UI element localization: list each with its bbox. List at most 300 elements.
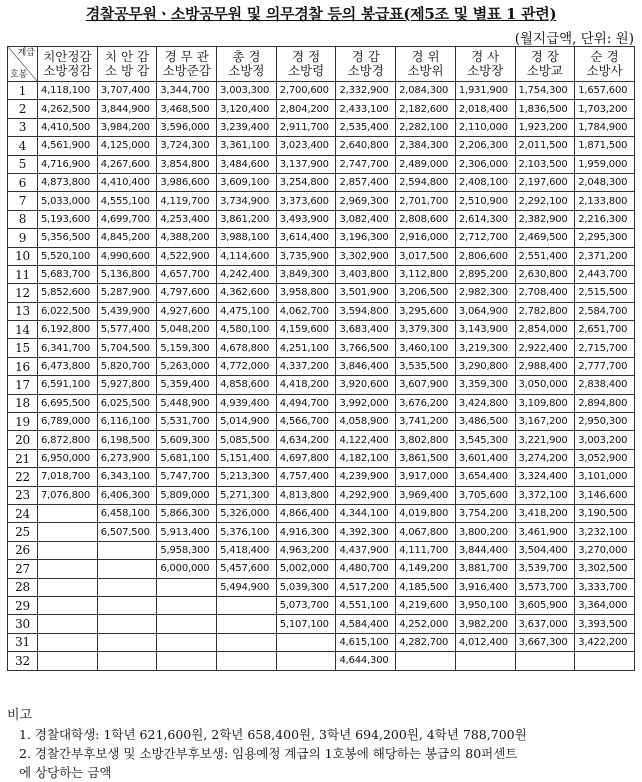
table-row: [8, 468, 635, 486]
salary-cell: 1,836,500: [515, 100, 575, 118]
salary-cell: 3,290,800: [455, 357, 515, 375]
salary-cell: 4,149,200: [396, 560, 456, 578]
salary-cell: 1,931,900: [455, 82, 515, 100]
step-cell: 1: [8, 82, 38, 100]
salary-cell: 7,076,800: [38, 486, 98, 504]
salary-cell: 3,754,200: [455, 504, 515, 522]
salary-cell: 3,120,400: [217, 100, 277, 118]
salary-cell: 3,344,700: [157, 82, 217, 100]
salary-cell: 2,443,700: [575, 265, 635, 283]
salary-cell: 1,703,200: [575, 100, 635, 118]
step-cell: 30: [8, 615, 38, 633]
step-cell: 27: [8, 560, 38, 578]
salary-cell: 3,050,000: [515, 376, 575, 394]
column-header-police-rank: 총 경: [232, 49, 261, 64]
table-row: [8, 633, 635, 651]
step-cell: 24: [8, 504, 38, 522]
salary-cell: 2,988,400: [515, 357, 575, 375]
salary-cell: 2,640,800: [336, 137, 396, 155]
salary-cell: 4,916,300: [276, 523, 336, 541]
salary-cell: 4,517,200: [336, 578, 396, 596]
salary-cell: 3,137,900: [276, 155, 336, 173]
salary-cell: 4,062,700: [276, 302, 336, 320]
salary-cell: 3,484,600: [217, 155, 277, 173]
salary-cell: 3,609,100: [217, 173, 277, 191]
salary-cell: 4,657,700: [157, 265, 217, 283]
salary-cell: [217, 596, 277, 614]
salary-cell: 3,984,200: [97, 118, 157, 136]
salary-cell: [97, 633, 157, 651]
column-header: [38, 47, 98, 82]
salary-cell: 3,601,400: [455, 449, 515, 467]
salary-cell: [157, 596, 217, 614]
salary-cell: 4,813,800: [276, 486, 336, 504]
salary-cell: 5,039,300: [276, 578, 336, 596]
salary-cell: 3,167,200: [515, 413, 575, 431]
table-body: [8, 82, 635, 671]
salary-cell: 3,735,900: [276, 247, 336, 265]
salary-cell: 3,667,300: [515, 633, 575, 651]
salary-cell: 6,022,500: [38, 302, 98, 320]
salary-cell: 3,705,600: [455, 486, 515, 504]
salary-cell: 2,922,400: [515, 339, 575, 357]
salary-cell: 4,262,500: [38, 100, 98, 118]
salary-cell: 3,003,200: [575, 431, 635, 449]
salary-cell: [217, 633, 277, 651]
salary-cell: 4,410,400: [97, 173, 157, 191]
column-header-police-rank: 치안정감: [43, 49, 92, 64]
column-header-fire-rank: 소방경: [347, 63, 384, 78]
table-row: [8, 431, 635, 449]
table-row: [8, 192, 635, 210]
salary-cell: 3,221,900: [515, 431, 575, 449]
salary-cell: 3,239,400: [217, 118, 277, 136]
salary-cell: 3,254,800: [276, 173, 336, 191]
salary-cell: 4,845,200: [97, 229, 157, 247]
column-header-fire-rank: 소방사: [586, 63, 623, 78]
step-cell: 2: [8, 100, 38, 118]
salary-cell: 3,460,100: [396, 339, 456, 357]
salary-cell: 5,356,500: [38, 229, 98, 247]
step-cell: 7: [8, 192, 38, 210]
salary-cell: 2,584,700: [575, 302, 635, 320]
salary-cell: 6,273,900: [97, 449, 157, 467]
salary-cell: 3,468,500: [157, 100, 217, 118]
salary-cell: 4,584,400: [336, 615, 396, 633]
salary-cell: 2,018,400: [455, 100, 515, 118]
table-row: [8, 357, 635, 375]
salary-cell: 6,406,300: [97, 486, 157, 504]
corner-step-label: 호봉: [10, 70, 28, 80]
salary-cell: 2,332,900: [336, 82, 396, 100]
salary-cell: 6,198,500: [97, 431, 157, 449]
salary-cell: 3,418,200: [515, 504, 575, 522]
salary-cell: 3,916,400: [455, 578, 515, 596]
salary-cell: 3,969,400: [396, 486, 456, 504]
column-header-fire-rank: 소방위: [407, 63, 444, 78]
salary-cell: 4,697,800: [276, 449, 336, 467]
salary-cell: 5,014,900: [217, 413, 277, 431]
salary-cell: 3,654,400: [455, 468, 515, 486]
salary-cell: [97, 596, 157, 614]
salary-cell: 5,107,100: [276, 615, 336, 633]
salary-cell: 5,577,400: [97, 321, 157, 339]
salary-cell: 5,159,300: [157, 339, 217, 357]
salary-cell: 3,988,100: [217, 229, 277, 247]
salary-cell: 4,475,100: [217, 302, 277, 320]
salary-cell: 4,634,200: [276, 431, 336, 449]
salary-cell: 3,219,300: [455, 339, 515, 357]
salary-cell: 4,344,100: [336, 504, 396, 522]
table-row: [8, 449, 635, 467]
salary-cell: 3,143,900: [455, 321, 515, 339]
salary-cell: 2,747,700: [336, 155, 396, 173]
salary-cell: 5,085,500: [217, 431, 277, 449]
table-row: [8, 302, 635, 320]
salary-cell: 4,282,700: [396, 633, 456, 651]
salary-cell: 3,112,800: [396, 265, 456, 283]
salary-cell: 4,292,900: [336, 486, 396, 504]
salary-cell: 5,704,500: [97, 339, 157, 357]
salary-cell: 3,607,900: [396, 376, 456, 394]
salary-cell: 2,371,200: [575, 247, 635, 265]
salary-cell: 2,708,400: [515, 284, 575, 302]
salary-cell: 5,927,800: [97, 376, 157, 394]
salary-cell: 6,458,100: [97, 504, 157, 522]
salary-cell: 6,872,800: [38, 431, 98, 449]
column-header-fire-rank: 소방준감: [162, 63, 211, 78]
salary-cell: 4,362,600: [217, 284, 277, 302]
salary-cell: 4,119,700: [157, 192, 217, 210]
table-row: [8, 229, 635, 247]
salary-cell: 2,894,800: [575, 394, 635, 412]
salary-cell: 2,715,700: [575, 339, 635, 357]
salary-cell: 3,637,000: [515, 615, 575, 633]
salary-cell: 3,917,000: [396, 468, 456, 486]
salary-cell: 5,820,700: [97, 357, 157, 375]
column-header: [455, 47, 515, 82]
salary-cell: 3,324,400: [515, 468, 575, 486]
salary-cell: 3,361,100: [217, 137, 277, 155]
step-cell: 9: [8, 229, 38, 247]
salary-cell: 2,808,600: [396, 210, 456, 228]
salary-cell: 3,403,800: [336, 265, 396, 283]
salary-cell: 5,913,400: [157, 523, 217, 541]
salary-cell: 2,806,600: [455, 247, 515, 265]
salary-cell: 5,747,700: [157, 468, 217, 486]
step-cell: 12: [8, 284, 38, 302]
salary-cell: 5,439,900: [97, 302, 157, 320]
salary-cell: [97, 615, 157, 633]
salary-cell: 3,064,900: [455, 302, 515, 320]
note-item: 1. 경찰대학생: 1학년 621,600원, 2학년 658,400원, 3학년 694,200원, 4학년 788,700원: [19, 727, 527, 742]
column-header: [515, 47, 575, 82]
salary-cell: 4,253,400: [157, 210, 217, 228]
salary-cell: [157, 652, 217, 670]
salary-cell: 5,809,000: [157, 486, 217, 504]
step-cell: 11: [8, 265, 38, 283]
salary-cell: 4,615,100: [336, 633, 396, 651]
salary-cell: 5,048,200: [157, 321, 217, 339]
table-row: [8, 578, 635, 596]
salary-cell: [217, 615, 277, 633]
column-header-fire-rank: 소방령: [287, 63, 325, 78]
salary-cell: 3,861,200: [217, 210, 277, 228]
salary-cell: 4,480,700: [336, 560, 396, 578]
table-row: [8, 652, 635, 670]
salary-cell: 1,754,300: [515, 82, 575, 100]
salary-cell: 5,213,300: [217, 468, 277, 486]
unit-note: (월지급액, 단위: 원): [514, 31, 634, 47]
salary-cell: 3,724,300: [157, 137, 217, 155]
salary-cell: [38, 652, 98, 670]
salary-cell: 3,844,900: [97, 100, 157, 118]
salary-cell: 2,614,300: [455, 210, 515, 228]
salary-cell: 6,025,500: [97, 394, 157, 412]
salary-cell: 5,326,000: [217, 504, 277, 522]
table-row: [8, 523, 635, 541]
pay-table: [7, 46, 635, 671]
salary-cell: 3,196,300: [336, 229, 396, 247]
salary-cell: 4,252,000: [396, 615, 456, 633]
document-title: 경찰공무원ㆍ소방공무원 및 의무경찰 등의 봉급표(제5조 및 별표 1 관련): [85, 5, 557, 23]
salary-cell: 3,734,900: [217, 192, 277, 210]
table-row: [8, 596, 635, 614]
table-row: [8, 265, 635, 283]
salary-cell: 4,058,900: [336, 413, 396, 431]
table-row: [8, 118, 635, 136]
salary-cell: 3,854,800: [157, 155, 217, 173]
salary-cell: 3,003,300: [217, 82, 277, 100]
salary-cell: 3,501,900: [336, 284, 396, 302]
salary-cell: 3,539,700: [515, 560, 575, 578]
salary-cell: 2,206,300: [455, 137, 515, 155]
salary-cell: 2,408,100: [455, 173, 515, 191]
salary-cell: 2,515,500: [575, 284, 635, 302]
salary-cell: [157, 578, 217, 596]
table-row: [8, 541, 635, 559]
column-header-police-rank: 경 위: [411, 49, 440, 64]
salary-cell: 2,950,300: [575, 413, 635, 431]
salary-cell: 3,844,400: [455, 541, 515, 559]
corner-rank-label: 계급: [17, 48, 35, 58]
salary-cell: 2,103,500: [515, 155, 575, 173]
salary-cell: 2,384,300: [396, 137, 456, 155]
salary-cell: 2,838,400: [575, 376, 635, 394]
salary-cell: 4,797,600: [157, 284, 217, 302]
step-cell: 19: [8, 413, 38, 431]
step-cell: 28: [8, 578, 38, 596]
salary-cell: [276, 652, 336, 670]
salary-cell: 2,895,200: [455, 265, 515, 283]
salary-cell: 3,274,200: [515, 449, 575, 467]
salary-cell: 4,866,400: [276, 504, 336, 522]
salary-cell: 4,122,400: [336, 431, 396, 449]
salary-cell: 4,182,100: [336, 449, 396, 467]
step-cell: 5: [8, 155, 38, 173]
salary-cell: 4,012,400: [455, 633, 515, 651]
salary-cell: 3,302,900: [336, 247, 396, 265]
salary-cell: 4,267,600: [97, 155, 157, 173]
salary-cell: 4,927,600: [157, 302, 217, 320]
salary-cell: 2,048,300: [575, 173, 635, 191]
salary-cell: 3,920,600: [336, 376, 396, 394]
salary-cell: 2,782,800: [515, 302, 575, 320]
step-cell: 16: [8, 357, 38, 375]
salary-cell: 1,784,900: [575, 118, 635, 136]
table-row: [8, 100, 635, 118]
table-header-row: [8, 47, 635, 82]
salary-cell: 3,986,600: [157, 173, 217, 191]
salary-cell: [38, 633, 98, 651]
salary-cell: [97, 578, 157, 596]
salary-cell: 3,849,300: [276, 265, 336, 283]
salary-cell: 4,522,900: [157, 247, 217, 265]
salary-cell: 3,992,000: [336, 394, 396, 412]
salary-cell: 2,489,000: [396, 155, 456, 173]
salary-cell: 2,433,100: [336, 100, 396, 118]
salary-cell: 2,982,300: [455, 284, 515, 302]
notes-section: [7, 706, 637, 782]
salary-cell: 5,271,300: [217, 486, 277, 504]
salary-cell: 3,545,300: [455, 431, 515, 449]
salary-cell: 4,239,900: [336, 468, 396, 486]
salary-cell: 5,418,400: [217, 541, 277, 559]
salary-cell: 4,118,100: [38, 82, 98, 100]
salary-cell: 3,683,400: [336, 321, 396, 339]
salary-cell: 3,950,100: [455, 596, 515, 614]
salary-cell: 4,219,600: [396, 596, 456, 614]
salary-cell: 5,287,900: [97, 284, 157, 302]
salary-cell: 2,857,400: [336, 173, 396, 191]
salary-cell: 5,263,000: [157, 357, 217, 375]
salary-cell: 3,800,200: [455, 523, 515, 541]
column-header-fire-rank: 소방장: [467, 63, 504, 78]
salary-cell: 4,125,000: [97, 137, 157, 155]
step-cell: 22: [8, 468, 38, 486]
step-cell: 25: [8, 523, 38, 541]
table-row: [8, 615, 635, 633]
salary-cell: 2,630,800: [515, 265, 575, 283]
salary-cell: 6,192,800: [38, 321, 98, 339]
table-row: [8, 413, 635, 431]
salary-cell: 4,939,400: [217, 394, 277, 412]
salary-cell: 3,741,200: [396, 413, 456, 431]
salary-cell: [38, 615, 98, 633]
salary-cell: 2,282,100: [396, 118, 456, 136]
column-header-police-rank: 경 정: [292, 49, 321, 64]
salary-cell: 4,337,200: [276, 357, 336, 375]
salary-cell: 3,372,100: [515, 486, 575, 504]
salary-cell: 3,082,400: [336, 210, 396, 228]
step-cell: 13: [8, 302, 38, 320]
salary-cell: [515, 652, 575, 670]
column-header-fire-rank: 소방정감: [43, 63, 92, 78]
salary-cell: [38, 578, 98, 596]
table-row: [8, 339, 635, 357]
salary-cell: 4,159,600: [276, 321, 336, 339]
salary-cell: 2,535,400: [336, 118, 396, 136]
table-row: [8, 486, 635, 504]
salary-cell: 4,858,600: [217, 376, 277, 394]
salary-cell: 3,023,400: [276, 137, 336, 155]
salary-cell: 2,216,300: [575, 210, 635, 228]
salary-cell: 4,388,200: [157, 229, 217, 247]
column-header: [217, 47, 277, 82]
salary-cell: 2,911,700: [276, 118, 336, 136]
step-cell: 23: [8, 486, 38, 504]
salary-cell: 4,067,800: [396, 523, 456, 541]
note-item-continuation: 에 상당하는 금액: [19, 765, 112, 780]
step-cell: 3: [8, 118, 38, 136]
column-header: [336, 47, 396, 82]
salary-cell: 4,566,700: [276, 413, 336, 431]
salary-cell: 3,295,600: [396, 302, 456, 320]
salary-cell: 6,341,700: [38, 339, 98, 357]
salary-cell: 3,486,500: [455, 413, 515, 431]
salary-cell: 3,270,000: [575, 541, 635, 559]
salary-cell: 3,802,800: [396, 431, 456, 449]
salary-cell: 3,573,700: [515, 578, 575, 596]
salary-cell: 2,510,900: [455, 192, 515, 210]
salary-cell: 5,683,700: [38, 265, 98, 283]
salary-cell: 2,594,800: [396, 173, 456, 191]
column-header-police-rank: 순 경: [590, 49, 619, 64]
salary-cell: 1,657,600: [575, 82, 635, 100]
salary-cell: 4,251,100: [276, 339, 336, 357]
salary-cell: 2,651,700: [575, 321, 635, 339]
column-header: [97, 47, 157, 82]
salary-cell: 4,392,300: [336, 523, 396, 541]
salary-cell: 5,136,800: [97, 265, 157, 283]
salary-cell: 3,302,500: [575, 560, 635, 578]
salary-cell: 4,111,700: [396, 541, 456, 559]
salary-cell: 3,422,200: [575, 633, 635, 651]
salary-cell: 5,609,300: [157, 431, 217, 449]
salary-cell: 2,551,400: [515, 247, 575, 265]
step-cell: 31: [8, 633, 38, 651]
column-header-police-rank: 경 무 관: [164, 49, 209, 64]
salary-cell: 3,101,000: [575, 468, 635, 486]
table-row: [8, 82, 635, 100]
salary-cell: 6,343,100: [97, 468, 157, 486]
salary-cell: 3,982,200: [455, 615, 515, 633]
step-cell: 26: [8, 541, 38, 559]
salary-cell: 3,190,500: [575, 504, 635, 522]
salary-cell: 2,084,300: [396, 82, 456, 100]
salary-cell: 2,777,700: [575, 357, 635, 375]
salary-cell: 2,700,600: [276, 82, 336, 100]
step-cell: 18: [8, 394, 38, 412]
salary-cell: 1,871,500: [575, 137, 635, 155]
salary-cell: [38, 504, 98, 522]
salary-cell: 3,461,900: [515, 523, 575, 541]
salary-cell: 4,873,800: [38, 173, 98, 191]
salary-cell: 4,437,900: [336, 541, 396, 559]
salary-cell: 5,531,700: [157, 413, 217, 431]
column-header-fire-rank: 소방정: [228, 63, 265, 78]
step-cell: 29: [8, 596, 38, 614]
salary-cell: 3,846,400: [336, 357, 396, 375]
salary-cell: 6,591,100: [38, 376, 98, 394]
salary-cell: 4,963,200: [276, 541, 336, 559]
salary-cell: 5,073,700: [276, 596, 336, 614]
salary-cell: 2,133,800: [575, 192, 635, 210]
salary-cell: 4,990,600: [97, 247, 157, 265]
salary-cell: 5,958,300: [157, 541, 217, 559]
table-row: [8, 247, 635, 265]
salary-cell: 3,596,000: [157, 118, 217, 136]
